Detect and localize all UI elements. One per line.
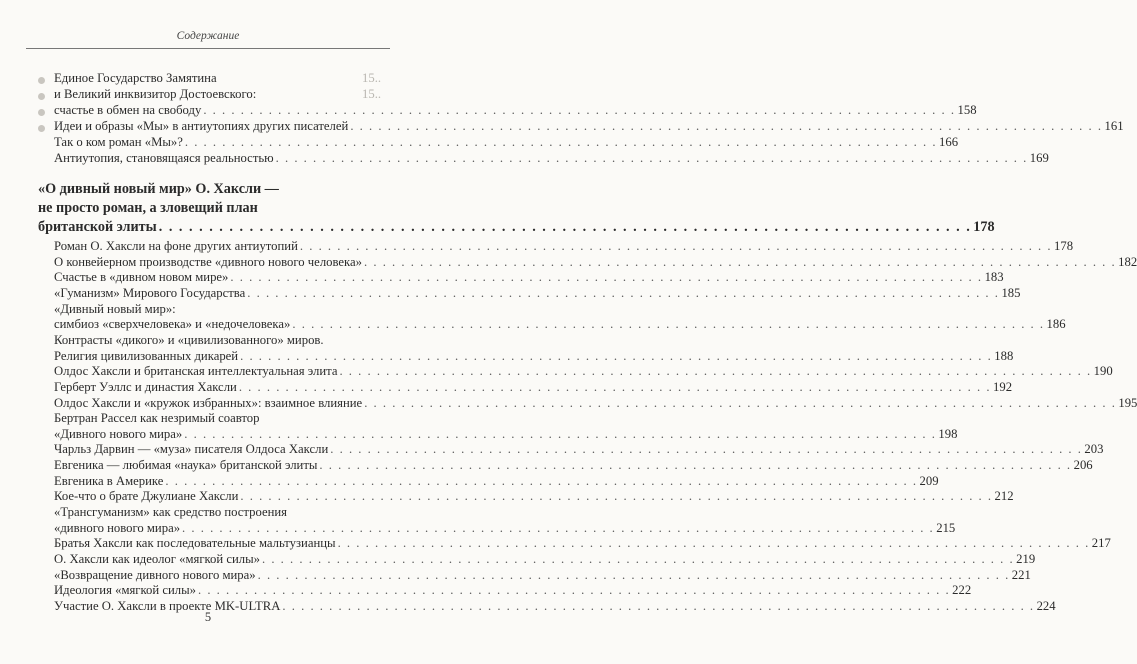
dot-leader: . . . . . . . . . . . . . . . . . . . . . . . . . . . . . . . . . . . . . . . . . . . . . . . . . . . . . . . . . . . . . . . . . . . . . . . . . . . . . . . . . (230, 270, 983, 284)
toc-entry-title: Единое Государство Замятина (54, 71, 217, 85)
toc-entry (54, 551, 1036, 567)
faded-page-number: 15.. (362, 71, 382, 85)
toc-entry-title: Религия цивилизованных дикарей (54, 349, 239, 363)
toc-entry-title: Олдос Хаксли и «кружок избранных»: взаимное влияние (54, 396, 363, 410)
dot-leader: . . . . . . . . . . . . . . . . . . . . . . . . . . . . . . . . . . . . . . . . . . . . . . . . . . . . . . . . . . . . . . . . . . . . . . . . . . . . . . . . . (197, 583, 951, 597)
toc-entry-page: 183 (984, 270, 1004, 284)
header-rule (26, 48, 390, 49)
toc-entry-page: 161 (1104, 119, 1124, 133)
toc-entry (54, 379, 1013, 395)
toc-entry (54, 567, 1031, 583)
toc-entry (54, 363, 1113, 379)
toc-entry (54, 535, 1111, 551)
toc-entry-page: 206 (1073, 458, 1093, 472)
toc-entry-title: «Дивного нового мира» (54, 427, 183, 441)
toc-entry (54, 70, 390, 86)
section-title-line: британской элиты (38, 219, 157, 235)
toc-entry (54, 504, 390, 520)
toc-entry-title: счастье в обмен на свободу (54, 103, 202, 117)
margin-mark (38, 93, 45, 100)
toc-entry-page: 217 (1091, 536, 1111, 550)
toc-entry (54, 86, 390, 102)
dot-leader: . . . . . . . . . . . . . . . . . . . . . . . . . . . . . . . . . . . . . . . . . . . . . . . . . . . . . . . . . . . . . . . . . . . . . . . . . . . . . . . . . (364, 396, 1117, 410)
toc-entry-title: Контрасты «дикого» и «цивилизованного» миров. (54, 333, 324, 347)
toc-entry-title: Бертран Рассел как незримый соавтор (54, 411, 260, 425)
dot-leader: . . . . . . . . . . . . . . . . . . . . . . . . . . . . . . . . . . . . . . . . . . . . . . . . . . . . . . . . . . . . . . . . . . . . . . . . . . . . . . . . . (165, 474, 918, 488)
dot-leader: . . . . . . . . . . . . . . . . . . . . . . . . . . . . . . . . . . . . . . . . . . . . . . . . . . . . . . . . . . . . . . . . . . . . . . . . . . . . . . . . . (247, 286, 1000, 300)
toc-entry-title: Олдос Хаксли и британская интеллектуальная элита (54, 364, 338, 378)
toc-entry (54, 457, 1093, 473)
dot-leader: . . . . . . . . . . . . . . . . . . . . . . . . . . . . . . . . . . . . . . . . . . . . . . . . . . . . . . . . . . . . . . . . . . . . . . . . . . . . . . . . . (240, 489, 993, 503)
toc-entry-title: Герберт Уэллс и династия Хаксли (54, 380, 237, 394)
toc-entry-page: 178 (1054, 239, 1074, 253)
section-title (38, 218, 995, 236)
toc-entry-title: Идеи и образы «Мы» в антиутопиях других писателей (54, 119, 349, 133)
margin-mark (38, 125, 45, 132)
toc-entry-title: «Возвращение дивного нового мира» (54, 568, 256, 582)
dot-leader: . . . . . . . . . . . . . . . . . . . . . . . . . . . . . . . . . . . . . . . . . . . . . . . . . . . . . . . . . . . . . . . . . . . . . . . . . . . . . . . . . (238, 380, 991, 394)
dot-leader: . . . . . . . . . . . . . . . . . . . . . . . . . . . . . . . . . . . . . . . . . . . . . . . . . . . . . . . . . . . . . . . . . . . . . . . . . . . . . . . . . (261, 552, 1015, 566)
dot-leader: . . . . . . . . . . . . . . . . . . . . . . . . . . . . . . . . . . . . . . . . . . . . . . . . . . . . . . . . . . . . . . . . . . . . . . . . . . . . . . . . . (330, 442, 1083, 456)
toc-entry (54, 118, 1124, 134)
toc-entry-title: Счастье в «дивном новом мире» (54, 270, 229, 284)
dot-leader: . . . . . . . . . . . . . . . . . . . . . . . . . . . . . . . . . . . . . . . . . . . . . . . . . . . . . . . . . . . . . . . . . . . . . . . . . . . . . . . . . (282, 599, 1035, 613)
toc-entry-page: 166 (939, 135, 959, 149)
toc-entry-title: «Дивный новый мир»: (54, 302, 176, 316)
toc-entry-title: Идеология «мягкой силы» (54, 583, 196, 597)
toc-entry (54, 441, 1104, 457)
toc-entry-title: «дивного нового мира» (54, 521, 181, 535)
dot-leader: . . . . . . . . . . . . . . . . . . . . . . . . . . . . . . . . . . . . . . . . . . . . . . . . . . . . . . . . . . . . . . . . . . . . . . . . . . . . . . . . . (319, 458, 1072, 472)
toc-entry-page: 190 (1093, 364, 1113, 378)
toc-entry-page: 203 (1084, 442, 1104, 456)
toc-entry (54, 426, 958, 442)
page-number: 5 (204, 610, 212, 624)
toc-entry (54, 520, 956, 536)
dot-leader: . . . . . . . . . . . . . . . . . . . . . . . . . . . . . . . . . . . . . . . . . . . . . . . . . . . . . . . . . . . . . . . . . . . . . . . . . . . . . . . . . (184, 427, 937, 441)
toc-entry-title: Евгеника в Америке (54, 474, 164, 488)
toc-entry-page: 158 (957, 103, 977, 117)
toc-entry-title: Братья Хаксли как последовательные мальтузианцы (54, 536, 336, 550)
toc-entry-page: 222 (952, 583, 972, 597)
toc-entry-page: 185 (1001, 286, 1021, 300)
toc-entry-title: Евгеника — любимая «наука» британской элиты (54, 458, 318, 472)
toc-entry-page: 169 (1029, 151, 1049, 165)
toc-entry-page: 195 (1118, 396, 1137, 410)
toc-entry-title: О. Хаксли как идеолог «мягкой силы» (54, 552, 260, 566)
dot-leader: . . . . . . . . . . . . . . . . . . . . . . . . . . . . . . . . . . . . . . . . . . . . . . . . . . . . . . . . . . . . . . . . . . . . . . . . . . . . . . . . . (275, 151, 1028, 165)
dot-leader: . . . . . . . . . . . . . . . . . . . . . . . . . . . . . . . . . . . . . . . . . . . . . . . . . . . . . . . . . . . . . . . . . . . . . . . . . . . . . . . . . (158, 219, 972, 235)
toc-entry-title: Участие О. Хаксли в проекте MK-ULTRA (54, 599, 281, 613)
toc-entry-title: Кое-что о брате Джулиане Хаксли (54, 489, 239, 503)
toc-entry (54, 102, 977, 118)
dot-leader: . . . . . . . . . . . . . . . . . . . . . . . . . . . . . . . . . . . . . . . . . . . . . . . . . . . . . . . . . . . . . . . . . . . . . . . . . . . . . . . . . (339, 364, 1092, 378)
toc-entry-page: 186 (1046, 317, 1066, 331)
toc-entry-title: «Гуманизм» Мирового Государства (54, 286, 246, 300)
toc-entry (54, 582, 972, 598)
toc-entry-title: Так о ком роман «Мы»? (54, 135, 183, 149)
section-title (38, 180, 390, 198)
dot-leader: . . . . . . . . . . . . . . . . . . . . . . . . . . . . . . . . . . . . . . . . . . . . . . . . . . . . . . . . . . . . . . . . . . . . . . . . . . . . . . . . . (364, 255, 1117, 269)
toc-entry (54, 269, 1004, 285)
toc-entry (54, 410, 390, 426)
toc-entry-page: 198 (938, 427, 958, 441)
toc-entry-page: 219 (1016, 552, 1036, 566)
dot-leader: . . . . . . . . . . . . . . . . . . . . . . . . . . . . . . . . . . . . . . . . . . . . . . . . . . . . . . . . . . . . . . . . . . . . . . . . . . . . . . . . . (182, 521, 935, 535)
toc-entry-page: 221 (1011, 568, 1031, 582)
running-header: Содержание (176, 30, 240, 42)
toc-entry (54, 238, 1074, 254)
toc-entry (54, 395, 1137, 411)
toc-entry-page: 192 (993, 380, 1013, 394)
toc-entry (54, 316, 1066, 332)
toc-entry-title: симбиоз «сверхчеловека» и «недочеловека» (54, 317, 291, 331)
dot-leader: . . . . . . . . . . . . . . . . . . . . . . . . . . . . . . . . . . . . . . . . . . . . . . . . . . . . . . . . . . . . . . . . . . . . . . . . . . . . . . . . . (292, 317, 1045, 331)
toc-entry-title: О конвейерном производстве «дивного нового человека» (54, 255, 362, 269)
toc-entry (54, 473, 939, 489)
toc-entry-title: «Трансгуманизм» как средство построения (54, 505, 288, 519)
toc-entry-title: Чарльз Дарвин — «муза» писателя Олдоса Хаксли (54, 442, 329, 456)
section-title-line: «О дивный новый мир» О. Хаксли — (38, 181, 279, 197)
dot-leader: . . . . . . . . . . . . . . . . . . . . . . . . . . . . . . . . . . . . . . . . . . . . . . . . . . . . . . . . . . . . . . . . . . . . . . . . . . . . . . . . . (299, 239, 1053, 253)
dot-leader: . . . . . . . . . . . . . . . . . . . . . . . . . . . . . . . . . . . . . . . . . . . . . . . . . . . . . . . . . . . . . . . . . . . . . . . . . . . . . . . . . (184, 135, 938, 149)
toc-entry-title: и Великий инквизитор Достоевского: (54, 87, 257, 101)
toc-entry-title: Антиутопия, становящаяся реальностью (54, 151, 274, 165)
toc-entry-page: 212 (994, 489, 1014, 503)
dot-leader: . . . . . . . . . . . . . . . . . . . . . . . . . . . . . . . . . . . . . . . . . . . . . . . . . . . . . . . . . . . . . . . . . . . . . . . . . . . . . . . . . (240, 349, 993, 363)
dot-leader: . . . . . . . . . . . . . . . . . . . . . . . . . . . . . . . . . . . . . . . . . . . . . . . . . . . . . . . . . . . . . . . . . . . . . . . . . . . . . . . . . (257, 568, 1010, 582)
section-title-line: не просто роман, а зловещий план (38, 200, 258, 216)
margin-mark (38, 77, 45, 84)
toc-entry (54, 332, 390, 348)
toc-entry (54, 301, 390, 317)
dot-leader: . . . . . . . . . . . . . . . . . . . . . . . . . . . . . . . . . . . . . . . . . . . . . . . . . . . . . . . . . . . . . . . . . . . . . . . . . . . . . . . . . (203, 103, 956, 117)
margin-mark (38, 109, 45, 116)
toc-entry (54, 488, 1014, 504)
section-page: 178 (973, 219, 995, 235)
toc-entry-page: 188 (994, 349, 1014, 363)
toc-entry (54, 285, 1021, 301)
dot-leader: . . . . . . . . . . . . . . . . . . . . . . . . . . . . . . . . . . . . . . . . . . . . . . . . . . . . . . . . . . . . . . . . . . . . . . . . . . . . . . . . . (350, 119, 1103, 133)
toc-entry (54, 134, 959, 150)
toc-entry-page: 224 (1036, 599, 1056, 613)
faded-page-number: 15.. (362, 87, 382, 101)
dot-leader: . . . . . . . . . . . . . . . . . . . . . . . . . . . . . . . . . . . . . . . . . . . . . . . . . . . . . . . . . . . . . . . . . . . . . . . . . . . . . . . . . (337, 536, 1090, 550)
section-title (38, 199, 390, 217)
toc-entry (54, 150, 1049, 166)
toc-entry-page: 182 (1118, 255, 1137, 269)
toc-entry (54, 348, 1014, 364)
toc-entry-page: 209 (919, 474, 939, 488)
toc-entry (54, 254, 1137, 270)
toc-entry-page: 215 (936, 521, 956, 535)
toc-entry-title: Роман О. Хаксли на фоне других антиутопий (54, 239, 298, 253)
